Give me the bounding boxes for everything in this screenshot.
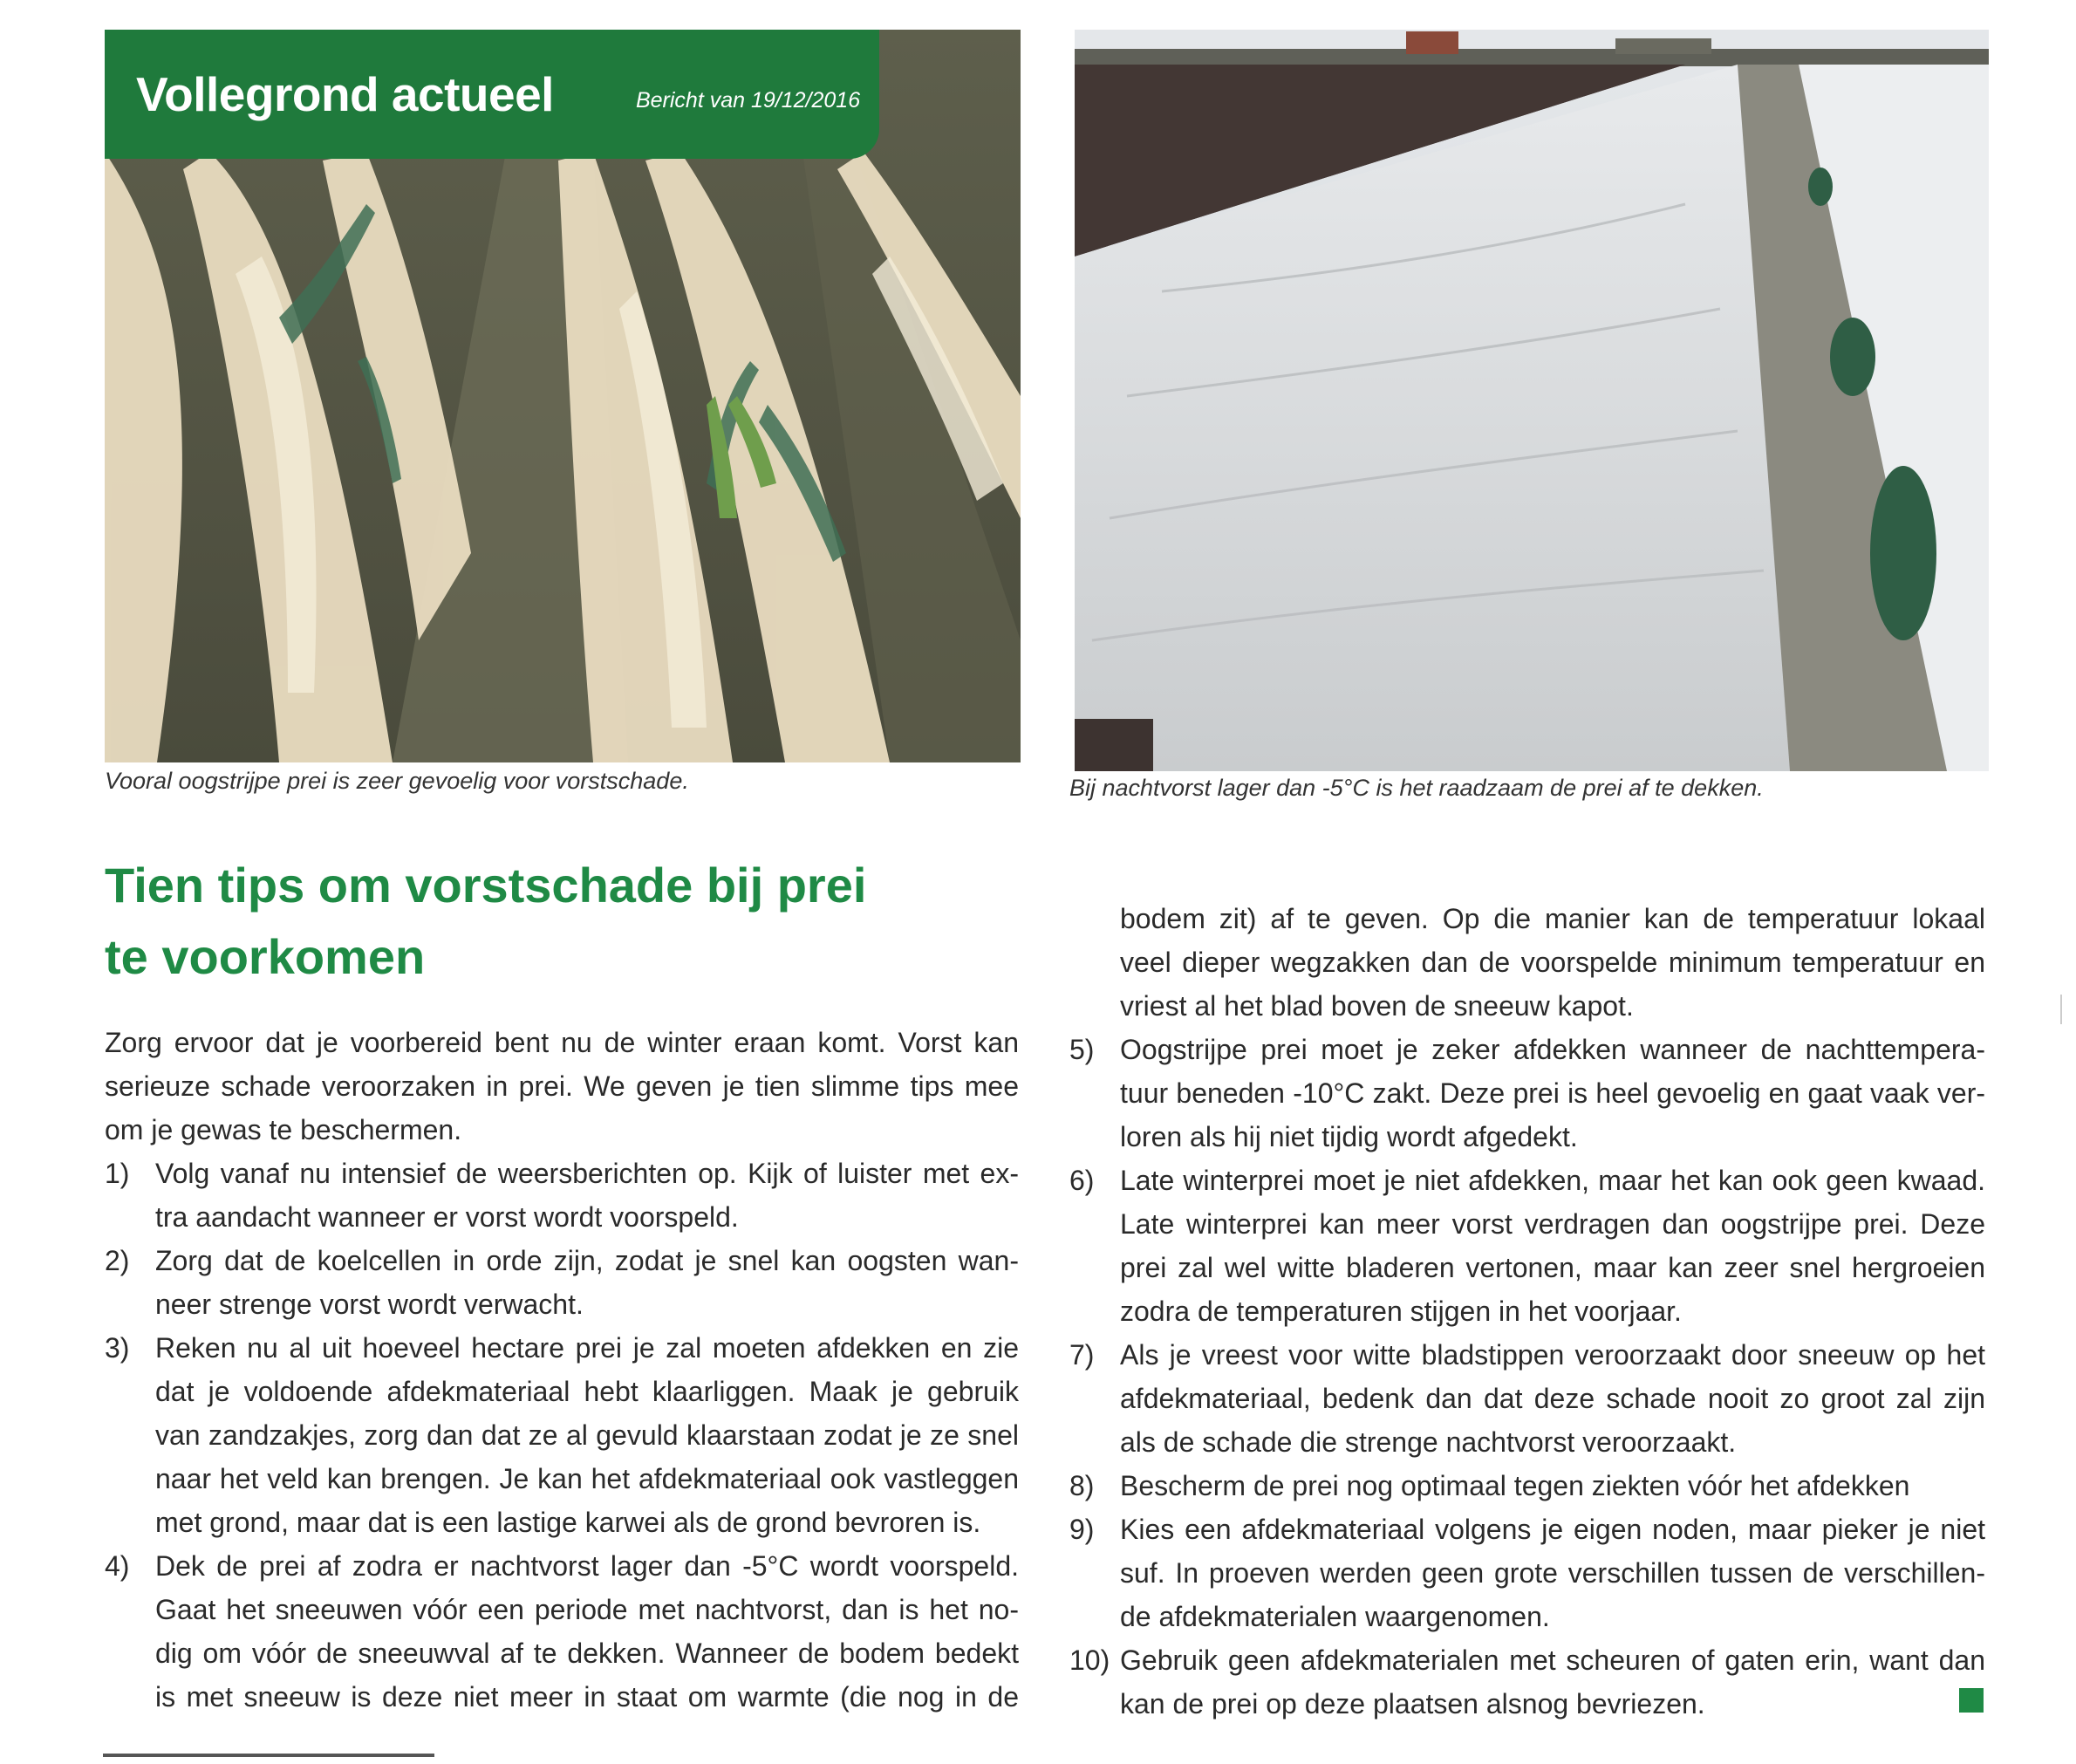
tip-1	[105, 1152, 1019, 1239]
tip-4	[105, 1544, 1019, 1719]
end-of-article-mark	[1959, 1688, 1984, 1713]
caption-left-photo: Vooral oogstrijpe prei is zeer gevoelig voor vorstschade.	[105, 768, 689, 794]
text-line: Reken nu al uit hoeveel hectare prei je zal moeten afdekken en zie	[155, 1332, 1019, 1364]
tip-5	[1069, 1028, 1985, 1159]
text-line: Volg vanaf nu intensief de weersberichten op. Kijk of luister met ex-	[155, 1158, 1019, 1189]
text-line: met grond, maar dat is een lastige karwei als de grond bevroren is.	[155, 1507, 981, 1538]
text-line: de afdekmaterialen waargenomen.	[1120, 1601, 1550, 1632]
text-line: Gaat het sneeuwen vóór een periode met nachtvorst, dan is het no-	[155, 1594, 1019, 1625]
section-banner	[105, 30, 879, 159]
text-line: serieuze schade veroorzaken in prei. We geven je tien slimme tips mee	[105, 1070, 1019, 1102]
text-line: Late winterprei kan meer vorst verdragen dan oogstrijpe prei. Deze	[1120, 1208, 1985, 1240]
tip-number: 1)	[105, 1158, 130, 1189]
article-headline	[105, 850, 1012, 993]
text-line: loren als hij niet tijdig wordt afgedekt.	[1120, 1121, 1578, 1152]
tip-number: 4)	[105, 1550, 130, 1582]
banner-date: Bericht van 19/12/2016	[635, 87, 861, 113]
text-line: bodem zit) af te geven. Op die manier kan de temperatuur lokaal	[1120, 903, 1985, 934]
text-line: suf. In proeven werden geen grote verschillen tussen de verschillen-	[1120, 1557, 1985, 1589]
headline-line-1: Tien tips om vorstschade bij prei	[105, 858, 867, 913]
text-line: Kies een afdekmateriaal volgens je eigen noden, maar pieker je niet	[1120, 1514, 1985, 1545]
text-line: Late winterprei moet je niet afdekken, maar het kan ook geen kwaad.	[1120, 1165, 1985, 1196]
tip-number: 10)	[1069, 1644, 1110, 1676]
tip-number: 8)	[1069, 1470, 1095, 1501]
text-line: neer strenge vorst wordt verwacht.	[155, 1289, 584, 1320]
caption-right-photo: Bij nachtvorst lager dan -5°C is het raadzaam de prei af te dekken.	[1069, 775, 1764, 801]
text-line: veel dieper wegzakken dan de voorspelde minimum temperatuur en	[1120, 947, 1985, 978]
fleece-field-image	[1075, 30, 1989, 771]
tip-number: 7)	[1069, 1339, 1095, 1371]
banner-title: Vollegrond actueel	[136, 67, 554, 121]
text-line: van zandzakjes, zorg dan dat ze al gevuld klaarstaan zodat je ze snel	[155, 1419, 1019, 1451]
page-edge-mark	[2060, 995, 2062, 1024]
text-line: zodra de temperaturen stijgen in het voorjaar.	[1120, 1296, 1682, 1327]
text-line: Als je vreest voor witte bladstippen veroorzaakt door sneeuw op het	[1120, 1339, 1985, 1371]
text-line: vriest al het blad boven de sneeuw kapot.	[1120, 990, 1634, 1022]
tip-6	[1069, 1159, 1985, 1333]
tip-4-continuation	[1069, 897, 1985, 1028]
text-line: prei zal wel witte bladeren vertonen, maar kan zeer snel hergroeien	[1120, 1252, 1985, 1283]
text-line: Zorg ervoor dat je voorbereid bent nu de winter eraan komt. Vorst kan	[105, 1027, 1019, 1058]
intro-paragraph	[105, 1021, 1019, 1152]
text-line: Zorg dat de koelcellen in orde zijn, zodat je snel kan oogsten wan-	[155, 1245, 1019, 1276]
text-line: tra aandacht wanneer er vorst wordt voorspeld.	[155, 1201, 739, 1233]
tip-10	[1069, 1638, 1985, 1726]
tip-number: 3)	[105, 1332, 130, 1364]
tip-number: 2)	[105, 1245, 130, 1276]
text-line: Gebruik geen afdekmaterialen met scheuren of gaten erin, want dan	[1120, 1644, 1985, 1676]
left-column	[105, 1021, 1019, 1719]
text-line: Dek de prei af zodra er nachtvorst lager dan -5°C wordt voorspeld.	[155, 1550, 1019, 1582]
tip-7	[1069, 1333, 1985, 1464]
text-line: tuur beneden -10°C zakt. Deze prei is heel gevoelig en gaat vaak ver-	[1120, 1077, 1985, 1109]
footer-rule	[103, 1754, 434, 1757]
text-line: kan de prei op deze plaatsen alsnog bevriezen.	[1120, 1688, 1705, 1720]
tip-number: 5)	[1069, 1034, 1095, 1065]
tip-2	[105, 1239, 1019, 1326]
text-line: Bescherm de prei nog optimaal tegen ziekten vóór het afdekken	[1120, 1470, 1910, 1501]
tip-number: 9)	[1069, 1514, 1095, 1545]
tip-9	[1069, 1508, 1985, 1638]
text-line: afdekmateriaal, bedenk dan dat deze schade nooit zo groot zal zijn	[1120, 1383, 1985, 1414]
tip-number: 6)	[1069, 1165, 1095, 1196]
tip-8	[1069, 1464, 1985, 1508]
tip-3	[105, 1326, 1019, 1544]
text-line: als de schade die strenge nachtvorst veroorzaakt.	[1120, 1426, 1737, 1458]
text-line: is met sneeuw is deze niet meer in staat om warmte (die nog in de	[155, 1681, 1019, 1713]
photo-covered-leek-field	[1075, 30, 1989, 771]
text-line: Oogstrijpe prei moet je zeker afdekken wanneer de nachttempera-	[1120, 1034, 1985, 1065]
text-line: om je gewas te beschermen.	[105, 1114, 462, 1145]
text-line: dig om vóór de sneeuwval af te dekken. Wanneer de bodem bedekt	[155, 1638, 1019, 1669]
right-column	[1069, 897, 1985, 1726]
text-line: naar het veld kan brengen. Je kan het afdekmateriaal ook vastleggen	[155, 1463, 1019, 1494]
headline-line-2: te voorkomen	[105, 929, 426, 984]
text-line: dat je voldoende afdekmateriaal hebt klaarliggen. Maak je gebruik	[155, 1376, 1019, 1407]
